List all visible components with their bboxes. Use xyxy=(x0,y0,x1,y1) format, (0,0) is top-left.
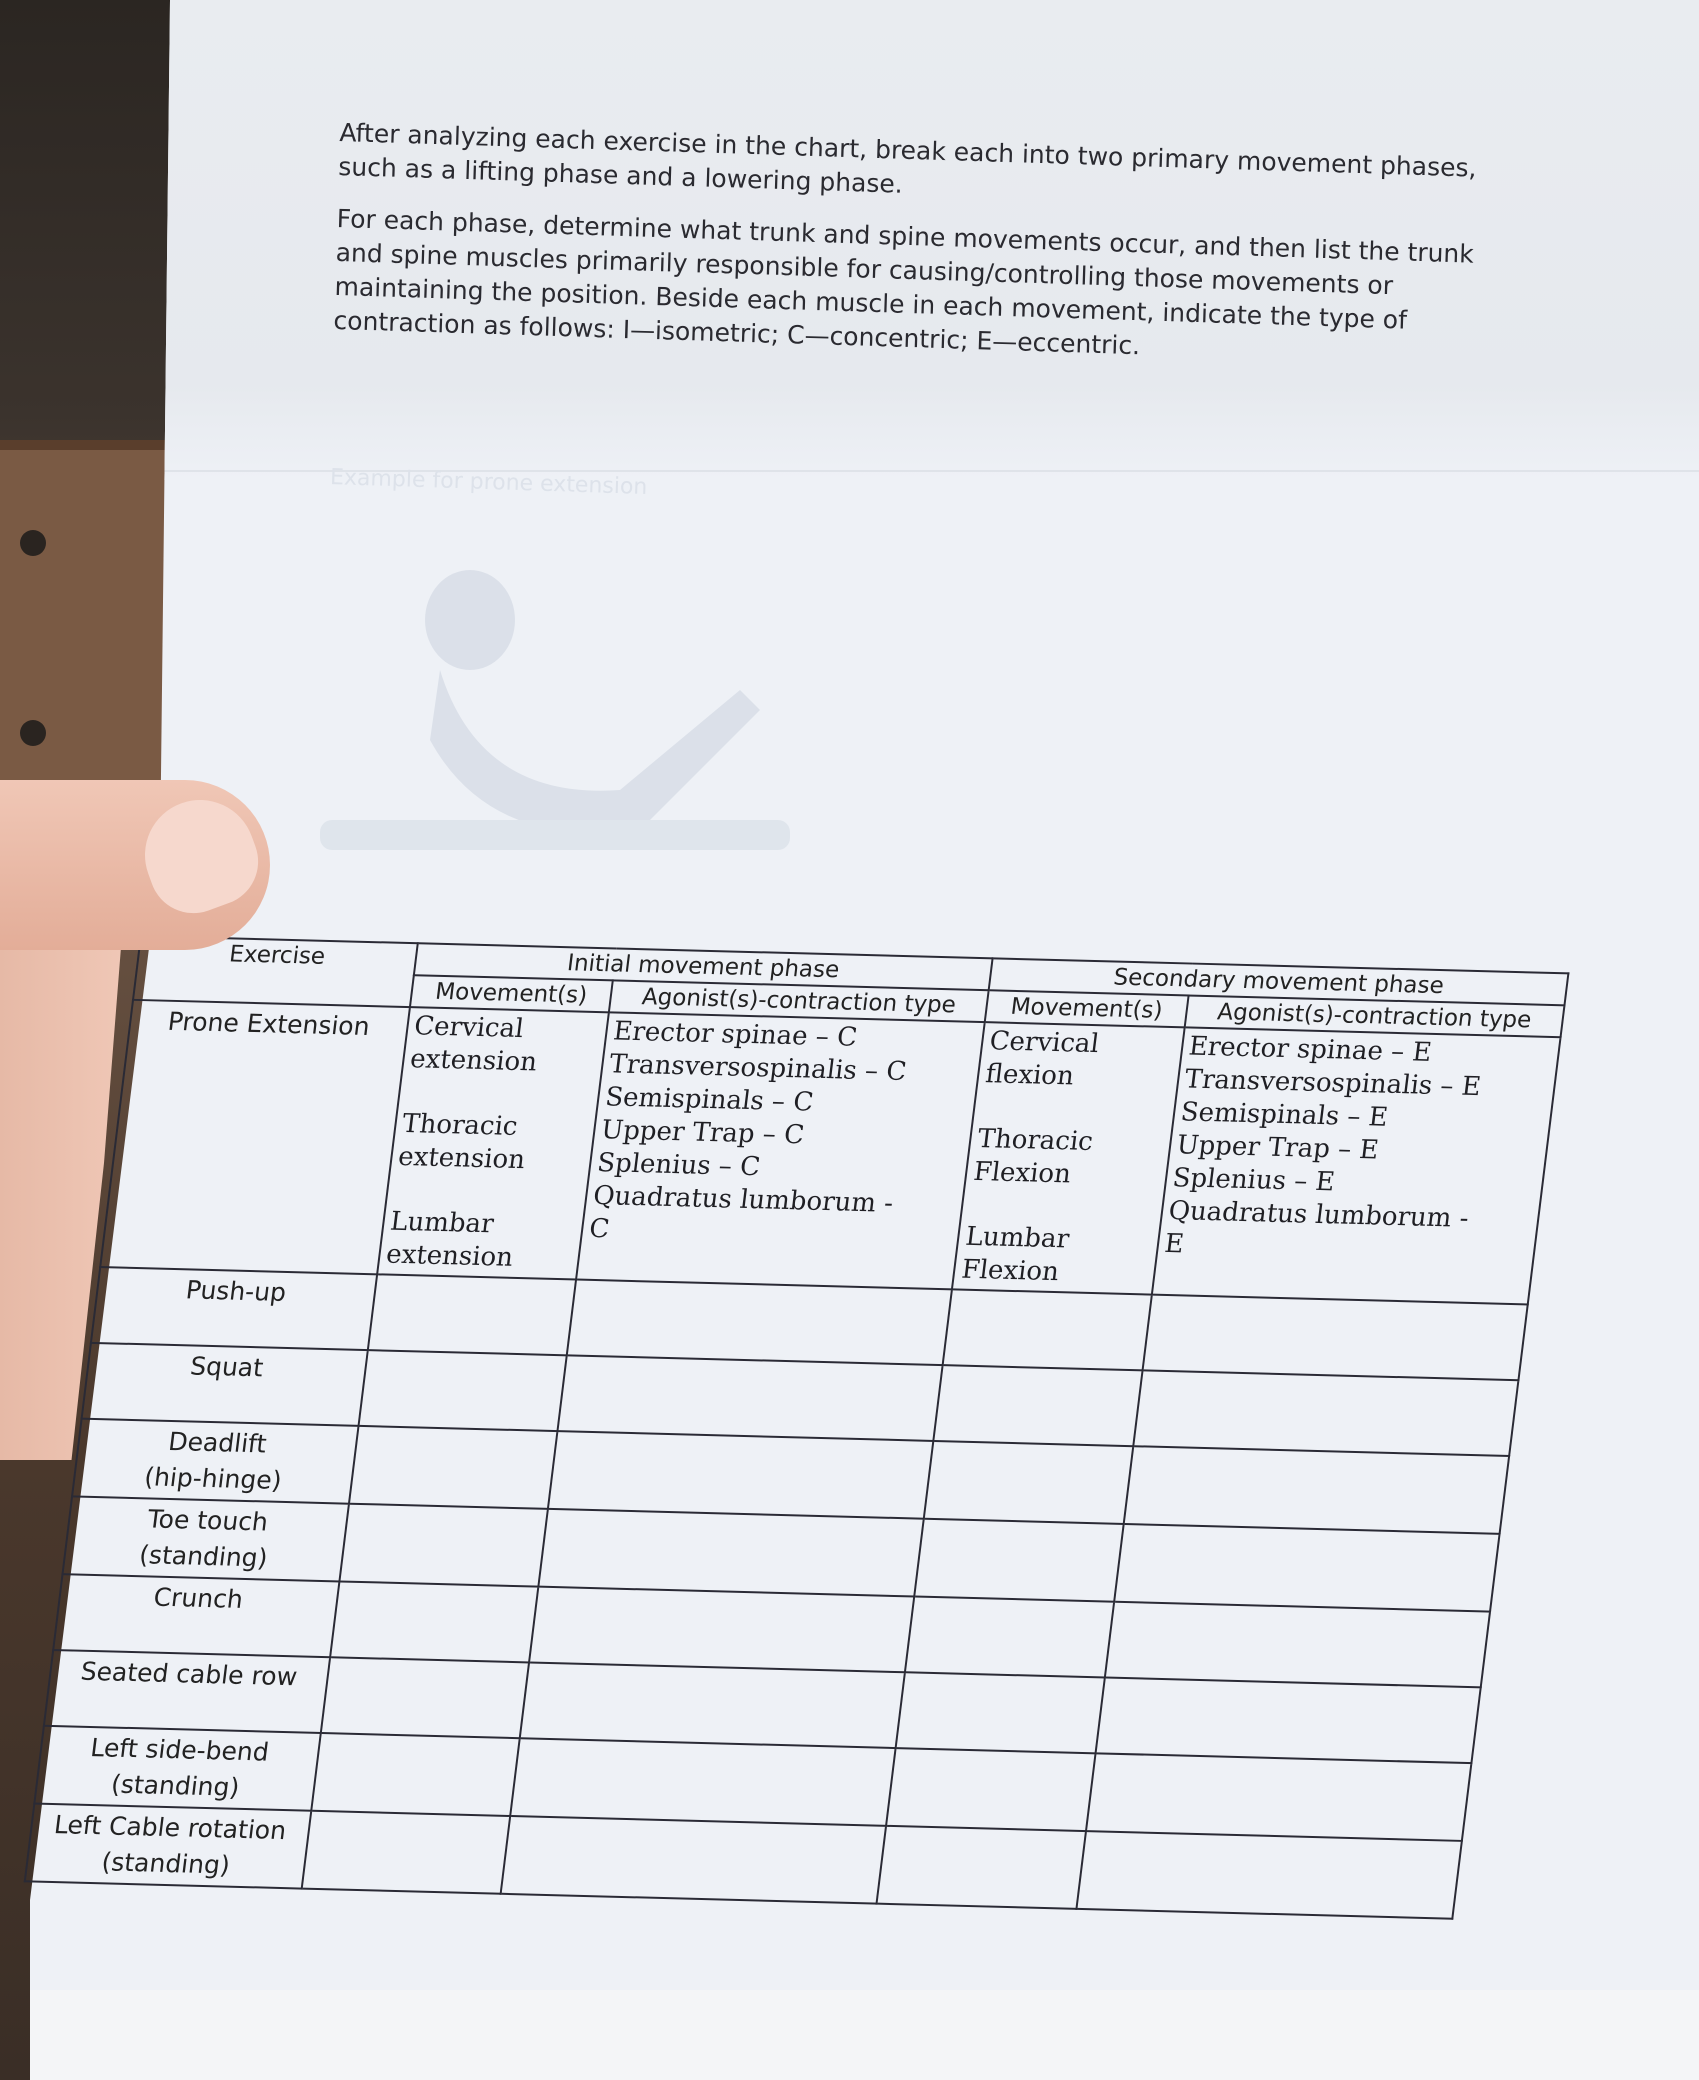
secondary-movements-cell[interactable] xyxy=(886,1748,1095,1831)
initial-movements-cell[interactable] xyxy=(330,1581,538,1662)
spacer xyxy=(392,1174,581,1211)
initial-agonists-cell[interactable] xyxy=(510,1738,896,1826)
exercise-name: Push-up xyxy=(184,1275,288,1307)
secondary-agonists-cell[interactable] xyxy=(1076,1831,1462,1919)
spacer xyxy=(968,1189,1157,1226)
initial-agonists-cell[interactable] xyxy=(567,1280,953,1366)
exercise-analysis-table xyxy=(24,935,1570,1920)
exercise-name: Left Cable rotation xyxy=(52,1810,288,1846)
exercise-name: Squat xyxy=(188,1351,265,1383)
agonist-line: Transversospinalis – E xyxy=(1183,1064,1483,1103)
exercise-name-cell xyxy=(25,1804,311,1889)
movement-line: Thoracic xyxy=(975,1124,1095,1157)
agonist-line: Erector spinae – E xyxy=(1187,1031,1434,1068)
secondary-movements-cell[interactable] xyxy=(877,1826,1086,1909)
exercise-name-cell xyxy=(63,1496,349,1581)
movement-line: flexion xyxy=(983,1059,1076,1092)
exercise-name: Prone Extension xyxy=(166,1006,372,1041)
instructions-paragraph-1: After analyzing each exercise in the chart, break each into two primary movement phases, such as a lifting phase and a lowering phase. xyxy=(337,117,1477,199)
exercise-name-cell xyxy=(72,1419,358,1504)
exercise-name: Left side-bend xyxy=(88,1733,271,1767)
secondary-movements-cell[interactable] xyxy=(934,1365,1142,1446)
instructions-paragraph-2: For each phase, determine what trunk and spine movements occur, and then list the trunk and spine muscles primarily responsible for causing/controlling those movements or maintaining the position. Beside each muscle in each movement, indicate the type of contraction as follows: I—isometric; C—concentric; E—eccentric. xyxy=(333,203,1475,361)
initial-agonists-cell[interactable] xyxy=(529,1587,915,1673)
exercise-name: Toe touch xyxy=(146,1504,270,1537)
paper-bottom-edge xyxy=(30,1990,1699,2080)
movement-line: Flexion xyxy=(971,1156,1073,1190)
exercise-name-note: (standing) xyxy=(137,1540,270,1573)
spacer xyxy=(404,1076,593,1113)
movement-line: Thoracic xyxy=(400,1108,520,1142)
initial-movements-cell[interactable] xyxy=(358,1350,566,1431)
agonist-line: Semispinals – E xyxy=(1179,1097,1390,1133)
secondary-agonists-cell[interactable] xyxy=(1104,1602,1490,1688)
initial-movements-cell[interactable] xyxy=(368,1274,576,1355)
header-initial-agonists: Agonist(s)-contraction type xyxy=(609,980,989,1022)
exercise-name: Deadlift xyxy=(166,1426,269,1459)
movement-line: extension xyxy=(384,1239,515,1273)
movement-line: Cervical xyxy=(412,1011,526,1045)
agonist-line: Transversospinalis – C xyxy=(607,1049,909,1088)
agonist-line: Erector spinae – C xyxy=(611,1016,859,1053)
initial-movements-cell[interactable] xyxy=(377,1007,609,1279)
exercise-name-cell xyxy=(100,1000,409,1274)
initial-movements-cell[interactable] xyxy=(349,1426,558,1509)
secondary-agonists-cell[interactable] xyxy=(1123,1446,1509,1534)
agonist-line: Quadratus lumborum - xyxy=(1166,1196,1471,1234)
agonist-line: Splenius – C xyxy=(595,1148,762,1183)
movement-line: extension xyxy=(408,1044,539,1078)
agonist-line: Upper Trap – E xyxy=(1174,1130,1381,1166)
exercise-name-note: (standing) xyxy=(99,1847,232,1880)
exercise-name-cell xyxy=(82,1343,368,1426)
secondary-movements-cell[interactable] xyxy=(915,1519,1124,1602)
secondary-movements-cell[interactable] xyxy=(943,1289,1151,1370)
secondary-movements-cell[interactable] xyxy=(924,1441,1133,1524)
movement-line: Cervical xyxy=(987,1026,1101,1060)
faded-exercise-figure xyxy=(320,540,800,860)
agonist-line: Semispinals – C xyxy=(603,1082,816,1118)
secondary-agonists-cell[interactable] xyxy=(1114,1524,1500,1612)
agonist-line: C xyxy=(587,1213,612,1245)
paper-fold-line xyxy=(30,470,1699,472)
secondary-agonists-cell[interactable] xyxy=(1151,1027,1560,1304)
secondary-agonists-cell[interactable] xyxy=(1086,1753,1472,1841)
agonist-line: Splenius – E xyxy=(1170,1163,1337,1198)
exercise-name: Crunch xyxy=(152,1582,245,1614)
initial-movements-cell[interactable] xyxy=(311,1733,520,1816)
initial-movements-cell[interactable] xyxy=(339,1504,548,1587)
movement-line: extension xyxy=(396,1141,527,1176)
header-secondary-phase: Secondary movement phase xyxy=(989,958,1568,1005)
spacer xyxy=(980,1091,1169,1128)
faded-example-caption: Example for prone extension xyxy=(329,465,648,500)
initial-agonists-cell[interactable] xyxy=(548,1431,934,1519)
dresser-knob xyxy=(20,530,46,556)
secondary-movements-cell[interactable] xyxy=(896,1672,1104,1753)
exercise-name-cell xyxy=(53,1574,339,1657)
initial-movements-cell[interactable] xyxy=(321,1657,529,1738)
secondary-agonists-cell[interactable] xyxy=(1133,1370,1519,1456)
dresser-knob xyxy=(20,720,46,746)
header-initial-movements: Movement(s) xyxy=(410,975,613,1012)
initial-movements-cell[interactable] xyxy=(301,1811,510,1894)
exercise-name-note: (standing) xyxy=(109,1769,242,1802)
initial-agonists-cell[interactable] xyxy=(538,1509,924,1597)
header-initial-phase: Initial movement phase xyxy=(414,943,993,990)
header-secondary-movements: Movement(s) xyxy=(985,990,1188,1027)
table-row-prone-extension xyxy=(100,1000,1560,1305)
exercise-name: Seated cable row xyxy=(79,1656,299,1692)
secondary-movements-cell[interactable] xyxy=(905,1597,1113,1678)
exercise-name-cell xyxy=(44,1650,330,1733)
agonist-line: Quadratus lumborum - xyxy=(591,1180,895,1219)
header-secondary-agonists: Agonist(s)-contraction type xyxy=(1184,995,1564,1037)
initial-agonists-cell[interactable] xyxy=(576,1012,985,1289)
movement-line: Flexion xyxy=(959,1254,1061,1288)
initial-agonists-cell[interactable] xyxy=(557,1355,943,1441)
secondary-agonists-cell[interactable] xyxy=(1095,1678,1481,1764)
exercise-name-cell xyxy=(34,1726,320,1811)
agonist-line: E xyxy=(1162,1228,1186,1260)
initial-agonists-cell[interactable] xyxy=(520,1662,906,1748)
movement-line: Lumbar xyxy=(963,1221,1071,1255)
exercise-name-note: (hip-hinge) xyxy=(142,1462,284,1495)
secondary-movements-cell[interactable] xyxy=(952,1022,1184,1294)
background-dresser xyxy=(0,440,170,830)
exercise-name-cell xyxy=(91,1267,377,1350)
initial-agonists-cell[interactable] xyxy=(501,1816,887,1904)
agonist-line: Upper Trap – C xyxy=(599,1115,806,1151)
movement-line: Lumbar xyxy=(388,1206,496,1240)
instructions-block xyxy=(332,116,1519,393)
secondary-agonists-cell[interactable] xyxy=(1142,1295,1528,1381)
header-exercise: Exercise xyxy=(133,936,417,1007)
